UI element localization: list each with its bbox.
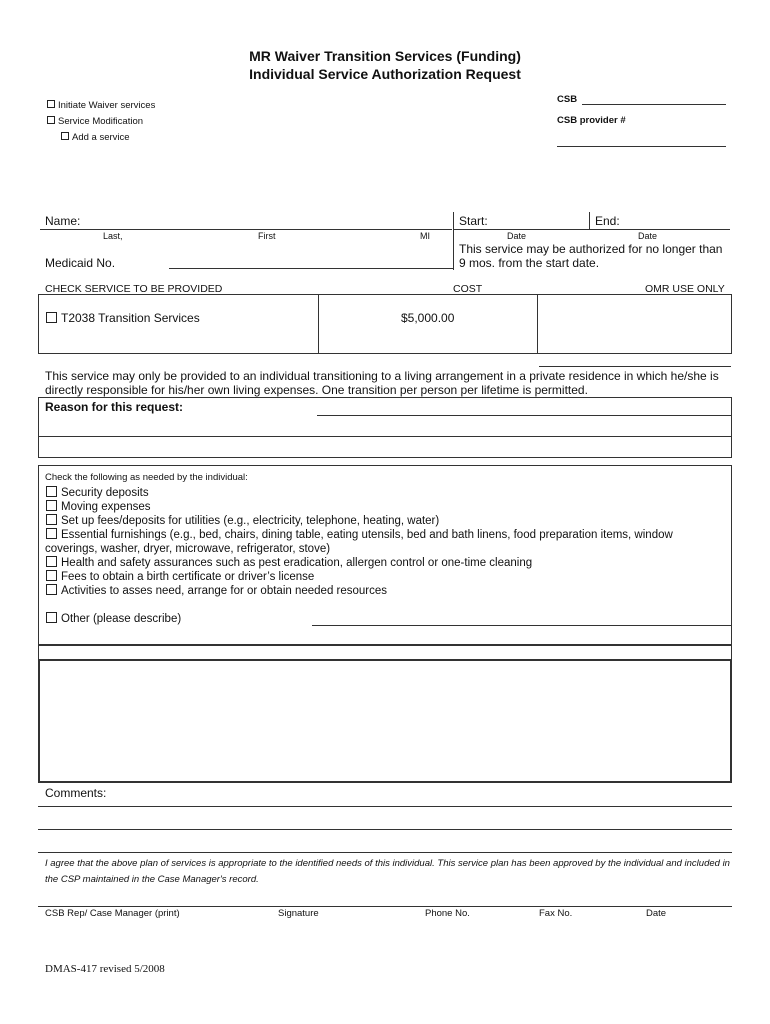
needs-item-label: Health and safety assurances such as pest eradication, allergen control or one-time cleaning	[61, 557, 533, 569]
service-table-divider-2	[537, 294, 538, 354]
modification-label: Service Modification	[58, 116, 144, 127]
name-divider	[453, 212, 454, 270]
service-modification-option[interactable]	[47, 116, 143, 127]
needs-item-activities[interactable]	[46, 584, 387, 598]
medicaid-input-line[interactable]	[169, 268, 453, 269]
add-service-checkbox[interactable]	[61, 132, 69, 140]
omr-signature-line	[539, 366, 731, 367]
form-title-line1: MR Waiver Transition Services (Funding)	[249, 48, 521, 64]
needs-item-health-safety[interactable]	[46, 556, 532, 570]
csb-provider-input-line[interactable]	[557, 146, 726, 147]
first-name-sublabel: First	[258, 231, 276, 241]
other-describe-line[interactable]	[312, 625, 732, 626]
needs-checkbox[interactable]	[46, 556, 57, 567]
needs-checkbox[interactable]	[46, 528, 57, 539]
date-label: Date	[646, 908, 667, 919]
eligibility-notice: This service may only be provided to an individual transitioning to a living arrangement in a private residence in which he/she is directly responsible for his/her own living expenses. One transition per person per lifetime is permitted.	[45, 369, 719, 397]
initiate-checkbox[interactable]	[47, 100, 55, 108]
date-input-line[interactable]	[454, 229, 730, 230]
initiate-label: Initiate Waiver services	[58, 100, 156, 111]
start-label: Start:	[459, 214, 488, 228]
csb-label: CSB	[557, 94, 578, 105]
authorization-note: This service may be authorized for no longer than 9 mos. from the start date.	[459, 242, 723, 270]
service-column-header: CHECK SERVICE TO BE PROVIDED	[45, 283, 223, 295]
reason-label: Reason for this request:	[45, 400, 184, 414]
name-label: Name:	[45, 214, 81, 228]
needs-item-utility-fees[interactable]	[46, 514, 439, 528]
reason-input-line-2[interactable]	[38, 436, 732, 437]
needs-item-label: Fees to obtain a birth certificate or driver’s license	[61, 571, 315, 583]
add-service-label: Add a service	[72, 132, 130, 143]
last-name-sublabel: Last,	[103, 231, 123, 241]
start-end-divider	[589, 212, 590, 229]
end-date-sublabel: Date	[638, 231, 658, 241]
cost-column-header: COST	[453, 283, 483, 295]
t2038-service-option[interactable]	[46, 311, 200, 325]
reason-input-line-1[interactable]	[317, 415, 732, 416]
middle-initial-sublabel: MI	[420, 231, 430, 241]
comments-line-2[interactable]	[38, 829, 732, 830]
fax-label: Fax No.	[539, 908, 573, 919]
needs-item-label: Moving expenses	[61, 501, 151, 513]
needs-item-label: Security deposits	[61, 487, 149, 499]
case-manager-print-label: CSB Rep/ Case Manager (print)	[45, 908, 180, 919]
add-service-option[interactable]	[61, 132, 130, 143]
signature-label: Signature	[278, 908, 319, 919]
t2038-label: T2038 Transition Services	[61, 311, 200, 325]
needs-item-essential-furnishings[interactable]	[46, 528, 673, 542]
needs-intro: Check the following as needed by the individual:	[45, 472, 248, 483]
modification-checkbox[interactable]	[47, 116, 55, 124]
phone-label: Phone No.	[425, 908, 470, 919]
medicaid-label: Medicaid No.	[45, 256, 116, 270]
name-input-line[interactable]	[40, 229, 452, 230]
start-date-sublabel: Date	[507, 231, 527, 241]
needs-item-furnishings-continued: coverings, washer, dryer, microwave, refrigerator, stove)	[45, 543, 331, 555]
t2038-checkbox[interactable]	[46, 312, 57, 323]
needs-item-moving-expenses[interactable]	[46, 500, 151, 514]
needs-item-label: Set up fees/deposits for utilities (e.g., electricity, telephone, heating, water)	[61, 515, 440, 527]
needs-checkbox[interactable]	[46, 486, 57, 497]
signature-line[interactable]	[38, 906, 732, 907]
comments-line-1[interactable]	[38, 806, 732, 807]
needs-item-label: Activities to asses need, arrange for or obtain needed resources	[61, 585, 388, 597]
needs-checkbox[interactable]	[46, 514, 57, 525]
needs-checkbox[interactable]	[46, 570, 57, 581]
needs-item-label: Essential furnishings (e.g., bed, chairs, dining table, eating utensils, bed and bath linens, food preparation items, window	[61, 529, 673, 541]
description-box[interactable]	[38, 659, 732, 783]
csb-input-line[interactable]	[582, 104, 726, 105]
other-label: Other (please describe)	[61, 613, 182, 625]
end-label: End:	[595, 214, 620, 228]
initiate-waiver-option[interactable]	[47, 100, 155, 111]
form-title-line2: Individual Service Authorization Request	[249, 66, 521, 82]
needs-item-other[interactable]	[46, 612, 181, 626]
omr-column-header: OMR USE ONLY	[645, 283, 725, 295]
form-id: DMAS-417 revised 5/2008	[45, 963, 165, 975]
csb-provider-label: CSB provider #	[557, 115, 626, 126]
agreement-statement: I agree that the above plan of services is appropriate to the identified needs of this individual. This service plan has been approved by the individual and included in the CSP maintained in the Case Manager's record.	[45, 858, 730, 885]
comments-label: Comments:	[45, 786, 107, 800]
service-cost: $5,000.00	[401, 311, 455, 325]
needs-item-security-deposits[interactable]	[46, 486, 149, 500]
service-table-divider-1	[318, 294, 319, 354]
needs-checkbox[interactable]	[46, 500, 57, 511]
needs-checkbox[interactable]	[46, 584, 57, 595]
comments-line-3[interactable]	[38, 852, 732, 853]
needs-item-birth-certificate-fees[interactable]	[46, 570, 314, 584]
other-checkbox[interactable]	[46, 612, 57, 623]
